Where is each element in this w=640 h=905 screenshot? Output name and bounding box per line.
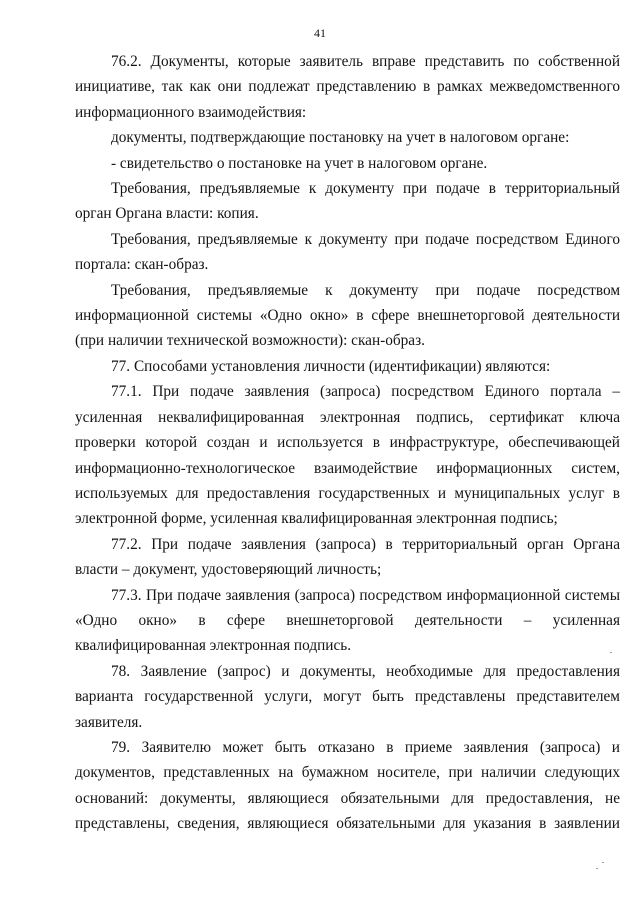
paragraph-77-3: 77.3. При подаче заявления (запроса) посредством информационной системы «Одно окно» в сфере внешнеторговой деятельности – усиленная квалифицированная электронная подпись. xyxy=(75,586,620,655)
document-body xyxy=(75,49,620,837)
paragraph-requirement-portal: Требования, предъявляемые к документу при подаче посредством Единого портала: скан-образ. xyxy=(75,230,620,274)
paragraph-requirement-one-window: Требования, предъявляемые к документу при подаче посредством информационной системы «Одно окно» в сфере внешнеторговой деятельности (при наличии технической возможности): скан-образ. xyxy=(75,281,620,350)
paragraph-77-2: 77.2. При подаче заявления (запроса) в территориальный орган Органа власти – документ, удостоверяющий личность; xyxy=(75,535,620,579)
scan-speck xyxy=(610,652,612,653)
paragraph-77: 77. Способами установления личности (идентификации) являются: xyxy=(111,357,551,375)
paragraph-requirement-territorial: Требования, предъявляемые к документу при подаче в территориальный орган Органа власти: копия. xyxy=(75,180,620,223)
scan-speck xyxy=(596,868,598,869)
page-number: 41 xyxy=(314,26,326,40)
paragraph-tax-certificate: - свидетельство о постановке на учет в налоговом органе. xyxy=(111,154,488,172)
paragraph-76-2: 76.2. Документы, которые заявитель вправе представить по собственной инициативе, так как они подлежат представлению в рамках межведомственного информационного взаимодействия: xyxy=(75,53,620,121)
paragraph-78: 78. Заявление (запрос) и документы, необходимые для предоставления варианта государственной услуги, могут быть представлены представителем заявителя. xyxy=(75,662,620,731)
paragraph-79: 79. Заявителю может быть отказано в приеме заявления (запроса) и документов, представленных на бумажном носителе, при наличии следующих оснований: документы, являющиеся обязательными для предоставления, не представлены, сведения, являющиеся обязательными для указания в заявлении xyxy=(75,738,620,833)
paragraph-tax-documents: документы, подтверждающие постановку на учет в налоговом органе: xyxy=(111,129,570,147)
paragraph-77-1: 77.1. При подаче заявления (запроса) посредством Единого портала – усиленная неквалифицированная электронная подпись, сертификат ключа проверки которой создан и используется в инфраструктуре, обеспечивающей информационно-технологическое взаимодействие информационных систем, используемых для предоставления государственных и муниципальных услуг в электронной форме, усиленная квалифицированная электронная подпись; xyxy=(75,383,620,528)
scan-speck xyxy=(602,862,604,863)
